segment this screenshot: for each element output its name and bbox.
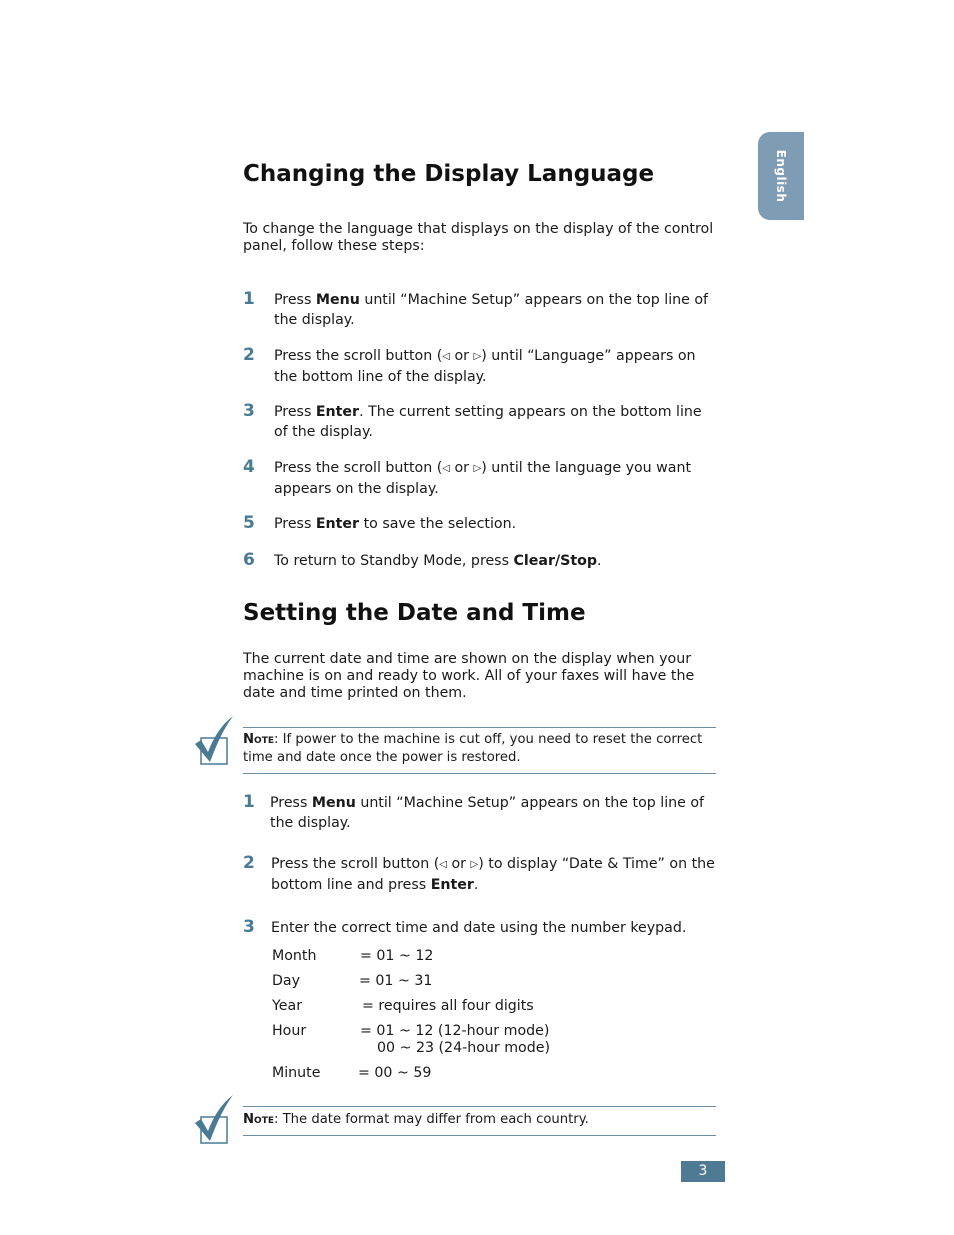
- table-row-value-secondary: 00 ~ 23 (24-hour mode): [377, 1040, 551, 1056]
- language-tab-label: English: [774, 149, 788, 203]
- section-title-date-time: Setting the Date and Time: [243, 600, 586, 626]
- scroll-right-icon: ▷: [473, 463, 482, 474]
- note-text: Note: If power to the machine is cut off, you need to reset the correct time and date once the power is restored.: [243, 732, 703, 765]
- note-text: Note: The date format may differ from each country.: [243, 1112, 589, 1127]
- step-number: 1: [243, 792, 255, 812]
- step-number: 4: [243, 457, 255, 477]
- section2-intro: The current date and time are shown on the display when your machine is on and ready to work. All of your faxes will have the date and time printed on them.: [243, 651, 695, 701]
- note-bottom-rule: [243, 1135, 716, 1136]
- table-row-value: = 01 ~ 12 (12-hour mode): [360, 1023, 550, 1039]
- table-row-label: Day: [272, 973, 301, 989]
- section1-intro: To change the language that displays on the display of the control panel, follow these steps:: [243, 221, 714, 254]
- step-text: Press the scroll button (◁ or ▷) until the language you want appears on the display.: [274, 460, 692, 497]
- note-top-rule: [243, 727, 716, 728]
- table-row-label: Minute: [272, 1065, 321, 1081]
- scroll-left-icon: ◁: [442, 351, 450, 362]
- step-number: 3: [243, 917, 255, 937]
- step-number: 2: [243, 345, 255, 365]
- page-number: 3: [681, 1161, 725, 1182]
- checkmark-note-icon: [193, 714, 235, 766]
- table-row-value: = 00 ~ 59: [358, 1065, 432, 1081]
- scroll-left-icon: ◁: [439, 859, 447, 870]
- scroll-left-icon: ◁: [442, 463, 450, 474]
- step-text: Press Menu until “Machine Setup” appears on the top line of the display.: [274, 292, 709, 328]
- table-row-value: = requires all four digits: [362, 998, 534, 1014]
- step-text: Enter the correct time and date using the number keypad.: [271, 920, 687, 936]
- table-row-label: Month: [272, 948, 317, 964]
- step-text: Press Enter. The current setting appears on the bottom line of the display.: [274, 404, 702, 440]
- step-number: 5: [243, 513, 255, 533]
- step-number: 6: [243, 550, 255, 570]
- step-text: Press the scroll button (◁ or ▷) until “Language” appears on the bottom line of the display.: [274, 348, 696, 385]
- step-text: Press Menu until “Machine Setup” appears on the top line of the display.: [270, 795, 705, 831]
- note-top-rule: [243, 1106, 716, 1107]
- step-text: Press the scroll button (◁ or ▷) to display “Date & Time” on the bottom line and press Enter.: [271, 856, 715, 893]
- note-bottom-rule: [243, 773, 716, 774]
- section-title-display-language: Changing the Display Language: [243, 161, 655, 187]
- step-number: 3: [243, 401, 255, 421]
- table-row-value: = 01 ~ 31: [359, 973, 433, 989]
- checkmark-note-icon: [193, 1093, 235, 1145]
- table-row-label: Hour: [272, 1023, 307, 1039]
- table-row-label: Year: [272, 998, 303, 1014]
- step-text: To return to Standby Mode, press Clear/Stop.: [274, 553, 602, 569]
- step-number: 1: [243, 289, 255, 309]
- scroll-right-icon: ▷: [470, 859, 479, 870]
- step-number: 2: [243, 853, 255, 873]
- language-tab: [758, 132, 804, 220]
- table-row-value: = 01 ~ 12: [360, 948, 434, 964]
- step-text: Press Enter to save the selection.: [274, 516, 517, 532]
- scroll-right-icon: ▷: [473, 351, 482, 362]
